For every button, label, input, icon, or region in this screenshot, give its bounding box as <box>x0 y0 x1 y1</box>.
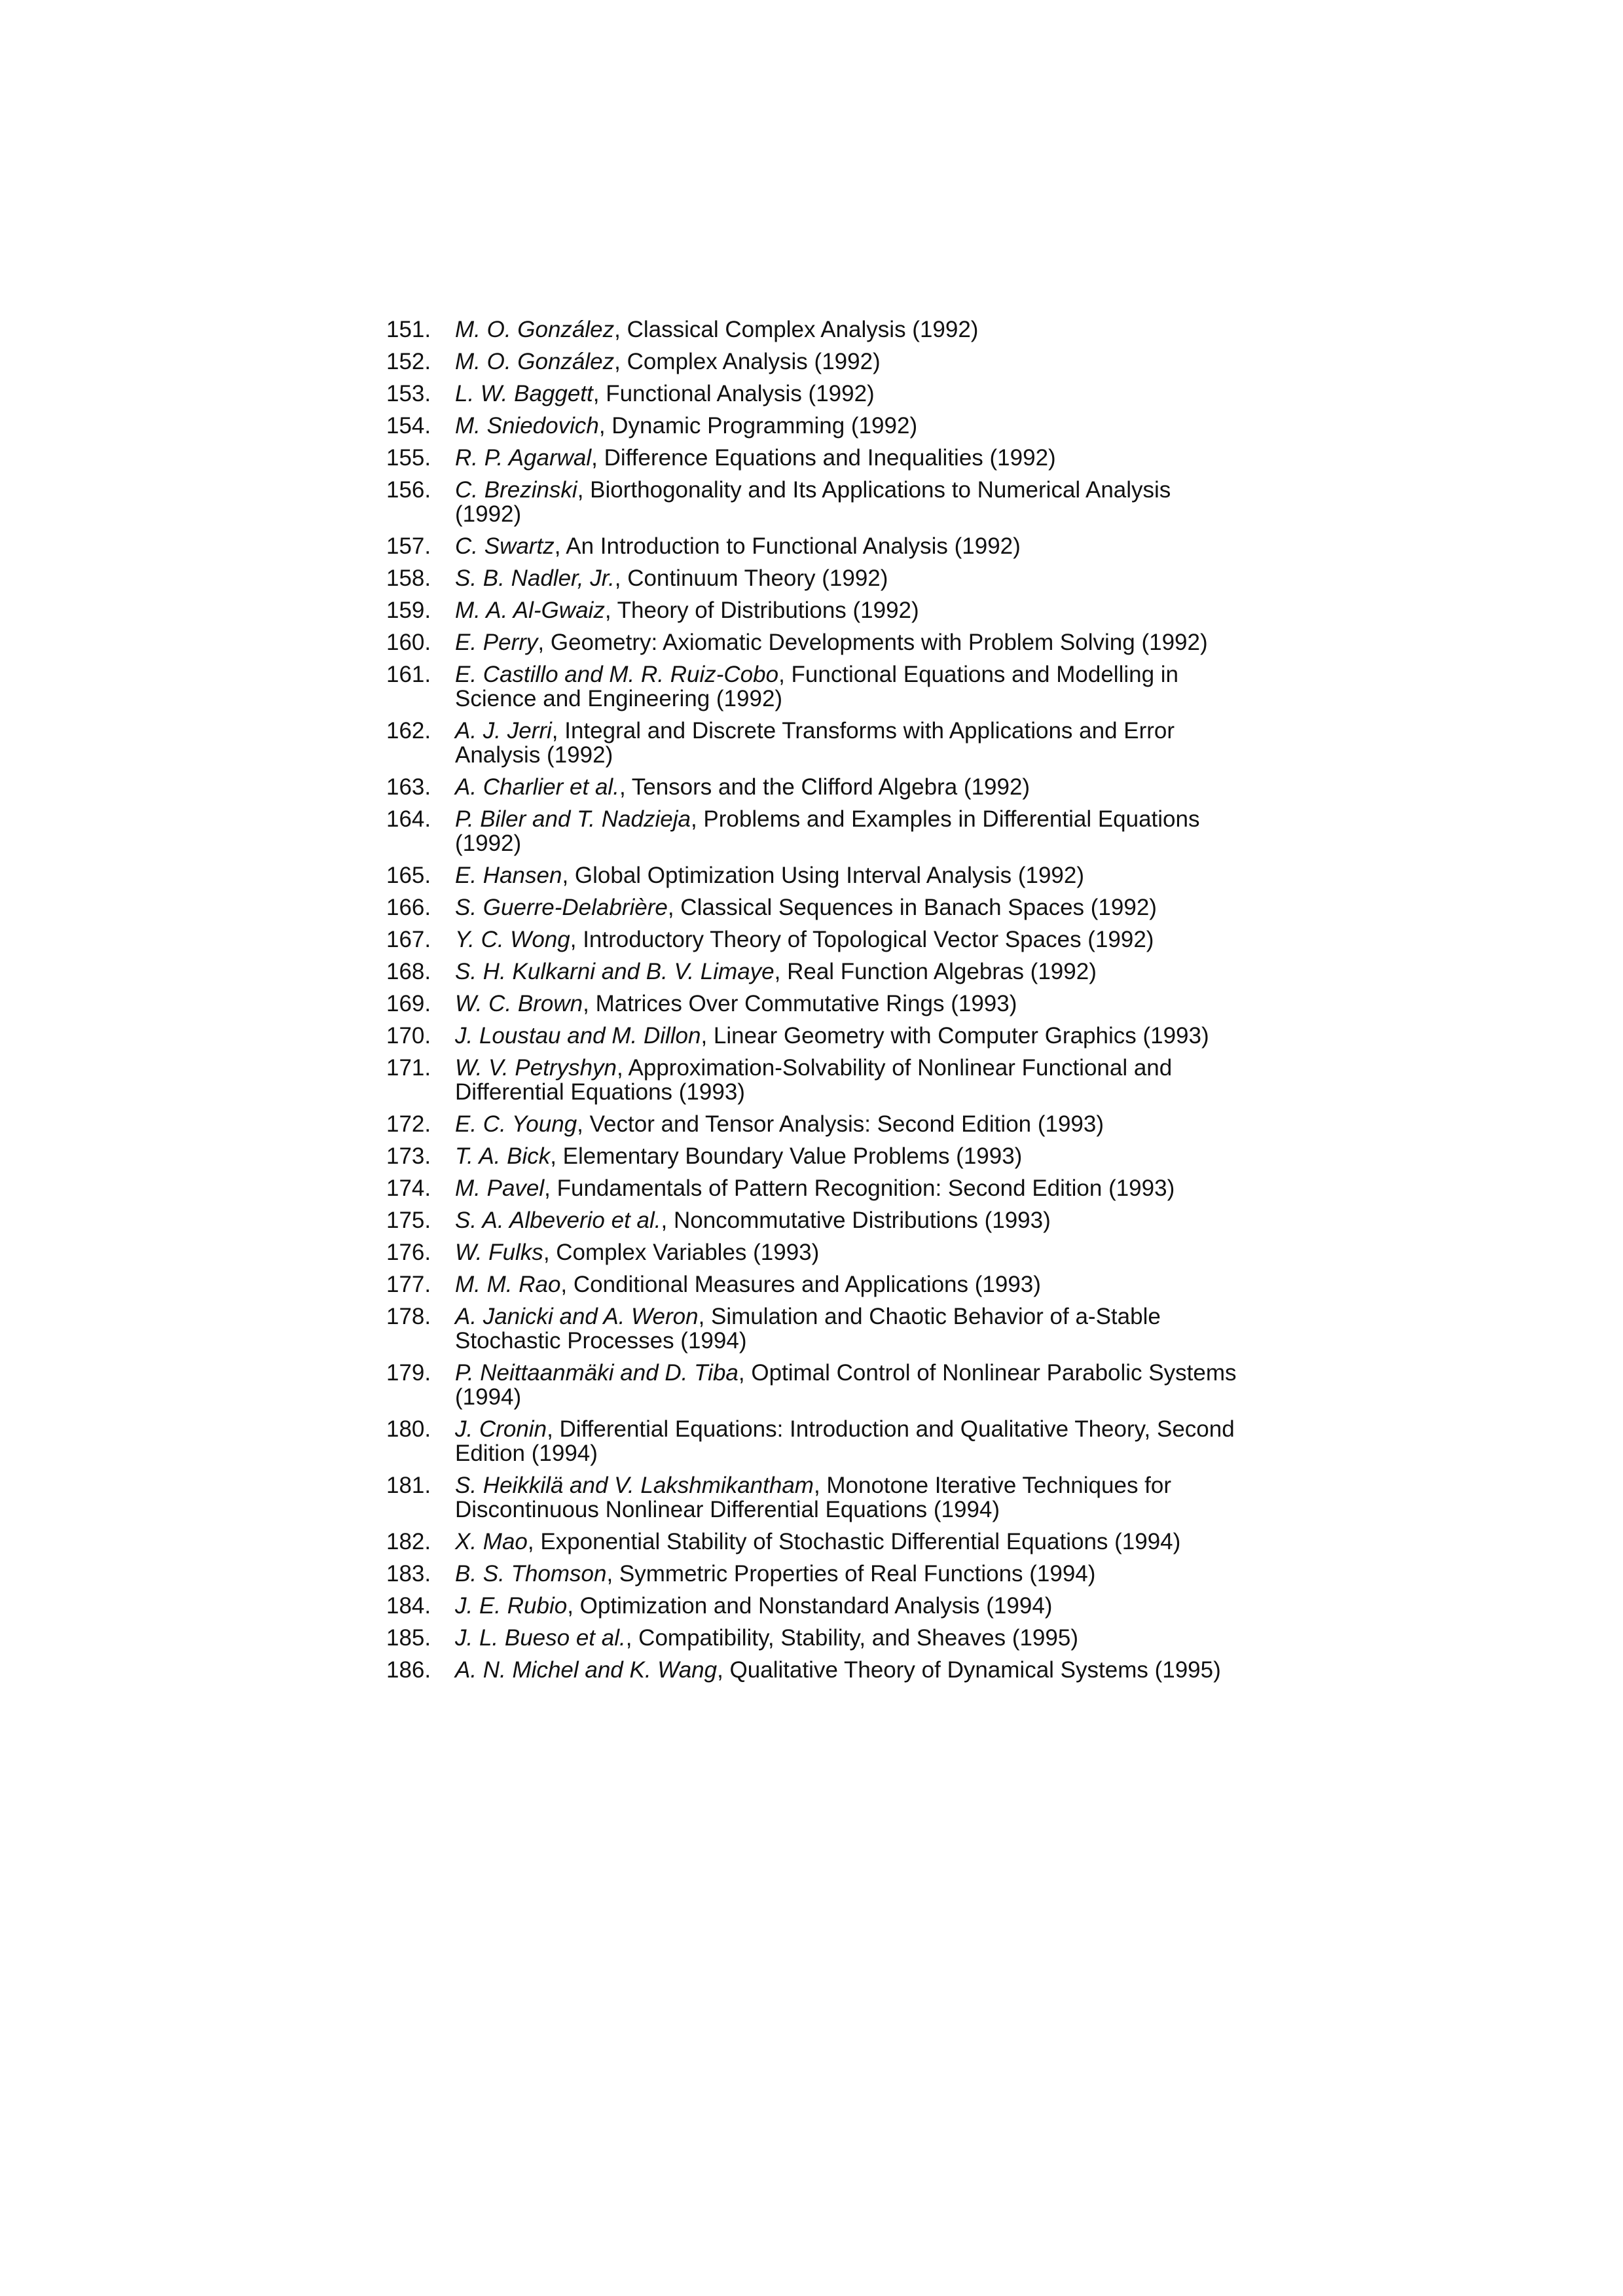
list-item <box>386 1208 1237 1232</box>
entry-title: , Integral and Discrete Transforms with Applications and Error Analysis (1992) <box>455 718 1175 768</box>
list-item <box>386 992 1237 1016</box>
entry-number: 151. <box>386 317 431 342</box>
entry-text <box>455 662 1237 711</box>
entry-title: , Complex Analysis (1992) <box>614 349 881 374</box>
entry-title: , Dynamic Programming (1992) <box>598 413 918 439</box>
entry-text <box>455 446 1237 470</box>
entry-text <box>455 478 1237 526</box>
entry-title: , Continuum Theory (1992) <box>614 565 888 591</box>
entry-author: S. A. Albeverio et al. <box>455 1208 661 1233</box>
entry-text <box>455 1562 1237 1586</box>
entry-title: , Conditional Measures and Applications (1993) <box>560 1272 1041 1297</box>
entry-number: 186. <box>386 1657 431 1683</box>
entry-title: , An Introduction to Functional Analysis (1992) <box>554 533 1021 559</box>
entry-author: Y. C. Wong <box>455 927 570 952</box>
entry-title: , Exponential Stability of Stochastic Differential Equations (1994) <box>527 1529 1181 1554</box>
entry-title: , Theory of Distributions (1992) <box>604 598 919 623</box>
entry-author: P. Neittaanmäki and D. Tiba <box>455 1360 739 1386</box>
entry-author: P. Biler and T. Nadzieja <box>455 806 691 832</box>
list-item <box>386 1240 1237 1265</box>
entry-author: A. N. Michel and K. Wang <box>455 1657 718 1683</box>
entry-author: S. H. Kulkarni and B. V. Limaye <box>455 959 775 984</box>
list-item <box>386 1176 1237 1200</box>
entry-title: , Elementary Boundary Value Problems (1993) <box>550 1143 1023 1169</box>
entry-author: E. Perry <box>455 630 538 655</box>
list-item <box>386 662 1237 711</box>
entry-author: E. Hansen <box>455 863 562 888</box>
entry-number: 160. <box>386 630 431 655</box>
entry-title: , Vector and Tensor Analysis: Second Edition (1993) <box>577 1111 1104 1137</box>
entry-author: S. Guerre-Delabrière <box>455 895 668 920</box>
entry-author: A. Charlier et al. <box>455 774 619 800</box>
entry-title: , Complex Variables (1993) <box>543 1240 820 1265</box>
entry-author: W. Fulks <box>455 1240 543 1265</box>
list-item <box>386 382 1237 406</box>
entry-text <box>455 1176 1237 1200</box>
entry-author: B. S. Thomson <box>455 1561 607 1587</box>
entry-number: 170. <box>386 1023 431 1049</box>
entry-text <box>455 960 1237 984</box>
entry-number: 175. <box>386 1208 431 1233</box>
entry-author: C. Brezinski <box>455 477 577 503</box>
entry-author: S. Heikkilä and V. Lakshmikantham <box>455 1473 814 1498</box>
entry-number: 185. <box>386 1625 431 1651</box>
entry-number: 154. <box>386 413 431 439</box>
entry-title: , Optimal Control of Nonlinear Parabolic Systems (1994) <box>455 1360 1237 1410</box>
entry-author: M. O. González <box>455 317 615 342</box>
entry-text <box>455 863 1237 888</box>
entry-title: , Tensors and the Clifford Algebra (1992) <box>619 774 1030 800</box>
entry-text <box>455 1056 1237 1104</box>
entry-number: 171. <box>386 1055 431 1081</box>
entry-author: M. M. Rao <box>455 1272 561 1297</box>
entry-text <box>455 1024 1237 1048</box>
entry-number: 174. <box>386 1175 431 1201</box>
entry-number: 162. <box>386 718 431 744</box>
entry-number: 158. <box>386 565 431 591</box>
list-item <box>386 350 1237 374</box>
entry-text <box>455 895 1237 920</box>
entry-title: , Geometry: Axiomatic Developments with Problem Solving (1992) <box>538 630 1208 655</box>
entry-author: A. Janicki and A. Weron <box>455 1304 699 1329</box>
entry-title: , Monotone Iterative Techniques for Discontinuous Nonlinear Differential Equations (1994) <box>455 1473 1172 1522</box>
entry-text <box>455 1594 1237 1618</box>
entry-number: 156. <box>386 477 431 503</box>
entry-author: E. C. Young <box>455 1111 577 1137</box>
entry-title: , Classical Complex Analysis (1992) <box>614 317 979 342</box>
list-item <box>386 1562 1237 1586</box>
entry-number: 155. <box>386 445 431 471</box>
entry-number: 166. <box>386 895 431 920</box>
entry-number: 184. <box>386 1593 431 1619</box>
list-item <box>386 1473 1237 1522</box>
entry-author: M. Sniedovich <box>455 413 599 439</box>
entry-number: 180. <box>386 1416 431 1442</box>
entry-number: 179. <box>386 1360 431 1386</box>
entry-text <box>455 927 1237 952</box>
entry-title: , Fundamentals of Pattern Recognition: Second Edition (1993) <box>544 1175 1175 1201</box>
list-item <box>386 1626 1237 1650</box>
entry-number: 161. <box>386 662 431 687</box>
entry-number: 168. <box>386 959 431 984</box>
entry-text <box>455 317 1237 342</box>
entry-number: 152. <box>386 349 431 374</box>
entry-title: , Symmetric Properties of Real Functions (1994) <box>606 1561 1096 1587</box>
entry-text <box>455 992 1237 1016</box>
list-item <box>386 863 1237 888</box>
list-item <box>386 1024 1237 1048</box>
entry-title: , Optimization and Nonstandard Analysis (1994) <box>567 1593 1053 1619</box>
entry-title: , Functional Equations and Modelling in Science and Engineering (1992) <box>455 662 1179 711</box>
list-item <box>386 1530 1237 1554</box>
entry-title: , Functional Analysis (1992) <box>593 381 875 406</box>
entry-title: , Real Function Algebras (1992) <box>774 959 1097 984</box>
entry-text <box>455 1144 1237 1168</box>
entry-number: 159. <box>386 598 431 623</box>
entry-title: , Differential Equations: Introduction and Qualitative Theory, Second Edition (1994) <box>455 1416 1235 1466</box>
entry-title: , Classical Sequences in Banach Spaces (1992) <box>667 895 1157 920</box>
entry-text <box>455 1361 1237 1409</box>
entry-author: T. A. Bick <box>455 1143 551 1169</box>
entry-text <box>455 719 1237 767</box>
entry-author: M. A. Al-Gwaiz <box>455 598 605 623</box>
list-item <box>386 1594 1237 1618</box>
entry-text <box>455 1473 1237 1522</box>
entry-title: , Qualitative Theory of Dynamical Systems (1995) <box>717 1657 1221 1683</box>
entry-title: , Difference Equations and Inequalities (1992) <box>591 445 1056 471</box>
list-item <box>386 630 1237 655</box>
entry-title: , Noncommutative Distributions (1993) <box>661 1208 1051 1233</box>
list-item <box>386 1417 1237 1465</box>
list-item <box>386 317 1237 342</box>
entry-number: 163. <box>386 774 431 800</box>
list-item <box>386 414 1237 438</box>
entry-text <box>455 414 1237 438</box>
entry-number: 177. <box>386 1272 431 1297</box>
entry-author: J. Cronin <box>455 1416 547 1442</box>
entry-author: S. B. Nadler, Jr. <box>455 565 615 591</box>
entry-text <box>455 382 1237 406</box>
entry-text <box>455 1417 1237 1465</box>
list-item <box>386 1361 1237 1409</box>
entry-author: L. W. Baggett <box>455 381 593 406</box>
entry-author: E. Castillo and M. R. Ruiz-Cobo <box>455 662 779 687</box>
entry-author: C. Swartz <box>455 533 555 559</box>
entry-author: J. E. Rubio <box>455 1593 568 1619</box>
list-item <box>386 1658 1237 1682</box>
entry-number: 165. <box>386 863 431 888</box>
list-item <box>386 446 1237 470</box>
entry-text <box>455 350 1237 374</box>
list-item <box>386 478 1237 526</box>
entry-text <box>455 1112 1237 1136</box>
entry-number: 176. <box>386 1240 431 1265</box>
list-item <box>386 1304 1237 1353</box>
list-item <box>386 775 1237 799</box>
entry-title: , Linear Geometry with Computer Graphics (1993) <box>701 1023 1209 1049</box>
entry-text <box>455 566 1237 590</box>
book-series-list <box>386 317 1237 1690</box>
entry-title: , Introductory Theory of Topological Vector Spaces (1992) <box>570 927 1154 952</box>
entry-number: 157. <box>386 533 431 559</box>
entry-author: M. Pavel <box>455 1175 545 1201</box>
entry-title: , Compatibility, Stability, and Sheaves (1995) <box>625 1625 1078 1651</box>
entry-title: , Approximation-Solvability of Nonlinear Functional and Differential Equations (1993) <box>455 1055 1173 1105</box>
list-item <box>386 1112 1237 1136</box>
entry-number: 182. <box>386 1529 431 1554</box>
entry-author: X. Mao <box>455 1529 528 1554</box>
entry-text <box>455 1658 1237 1682</box>
entry-title: , Matrices Over Commutative Rings (1993) <box>583 991 1017 1016</box>
list-item <box>386 1272 1237 1297</box>
entry-number: 167. <box>386 927 431 952</box>
list-item <box>386 807 1237 855</box>
entry-number: 173. <box>386 1143 431 1169</box>
list-item <box>386 895 1237 920</box>
entry-text <box>455 630 1237 655</box>
entry-title: , Simulation and Chaotic Behavior of a-Stable Stochastic Processes (1994) <box>455 1304 1161 1354</box>
entry-author: W. V. Petryshyn <box>455 1055 617 1081</box>
entry-text <box>455 598 1237 622</box>
entry-text <box>455 534 1237 558</box>
entry-number: 183. <box>386 1561 431 1587</box>
entry-text <box>455 1304 1237 1353</box>
entry-text <box>455 1272 1237 1297</box>
list-item <box>386 927 1237 952</box>
entry-number: 172. <box>386 1111 431 1137</box>
entry-title: , Biorthogonality and Its Applications to Numerical Analysis (1992) <box>455 477 1171 527</box>
list-item <box>386 566 1237 590</box>
entry-author: J. L. Bueso et al. <box>455 1625 626 1651</box>
entry-text <box>455 1240 1237 1265</box>
entry-number: 178. <box>386 1304 431 1329</box>
entry-author: R. P. Agarwal <box>455 445 592 471</box>
entry-author: M. O. González <box>455 349 615 374</box>
entry-author: W. C. Brown <box>455 991 583 1016</box>
entry-text <box>455 807 1237 855</box>
entry-author: A. J. Jerri <box>455 718 552 744</box>
entry-number: 181. <box>386 1473 431 1498</box>
list-item <box>386 1056 1237 1104</box>
entry-number: 169. <box>386 991 431 1016</box>
list-item <box>386 598 1237 622</box>
list-item <box>386 534 1237 558</box>
entry-number: 164. <box>386 806 431 832</box>
entry-text <box>455 1530 1237 1554</box>
entry-number: 153. <box>386 381 431 406</box>
entry-text <box>455 775 1237 799</box>
entry-author: J. Loustau and M. Dillon <box>455 1023 701 1049</box>
list-item <box>386 960 1237 984</box>
entry-text <box>455 1208 1237 1232</box>
entry-text <box>455 1626 1237 1650</box>
list-item <box>386 719 1237 767</box>
list-item <box>386 1144 1237 1168</box>
entry-title: , Problems and Examples in Differential Equations (1992) <box>455 806 1200 856</box>
entry-title: , Global Optimization Using Interval Analysis (1992) <box>562 863 1085 888</box>
